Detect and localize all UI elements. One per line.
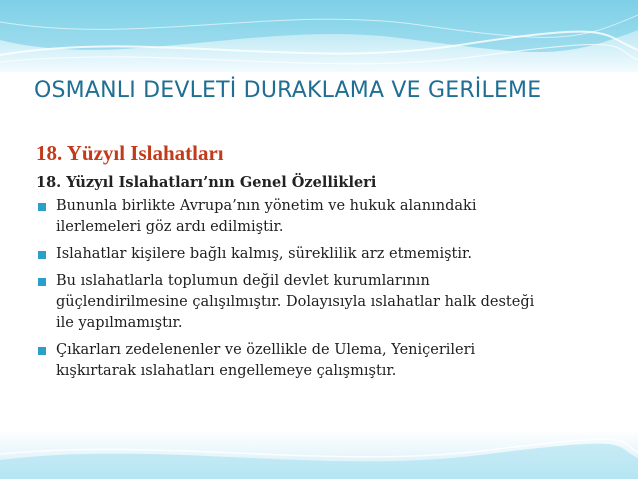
bullet-list [36,196,621,382]
bullet-line: Islahatlar kişilere bağlı kalmış, süreklilik arz etmemiştir. [56,246,472,262]
square-bullet-icon [38,347,46,355]
section-heading: 18. Yüzyıl Islahatları [36,141,224,165]
bullet-item [36,271,621,334]
bottom-wave-decoration [0,430,638,479]
top-wave-decoration [0,0,638,72]
square-bullet-icon [38,251,46,259]
sub-heading: 18. Yüzyıl Islahatları’nın Genel Özellikleri [36,174,377,191]
bottom-wave-graphic [0,430,638,479]
bullet-item [36,196,621,238]
slide-title: OSMANLI DEVLETİ DURAKLAMA VE GERİLEME [34,78,542,103]
bullet-line: Çıkarları zedelenenler ve özellikle de Ulema, Yeniçerileri [56,342,476,358]
square-bullet-icon [38,203,46,211]
bullet-line: Bu ıslahatlarla toplumun değil devlet kurumlarının [56,273,430,289]
bullet-item [36,244,621,265]
bullet-line: güçlendirilmesine çalışılmıştır. Dolayısıyla ıslahatlar halk desteği [56,294,535,310]
bullet-line: Bununla birlikte Avrupa’nın yönetim ve hukuk alanındaki [56,198,477,214]
bullet-line: ilerlemeleri göz ardı edilmiştir. [56,219,284,235]
top-wave-graphic [0,0,638,72]
bullet-item [36,340,621,382]
bullet-line: kışkırtarak ıslahatları engellemeye çalışmıştır. [56,363,397,379]
bullet-line: ile yapılmamıştır. [56,315,183,331]
slide-content [36,138,621,388]
square-bullet-icon [38,278,46,286]
